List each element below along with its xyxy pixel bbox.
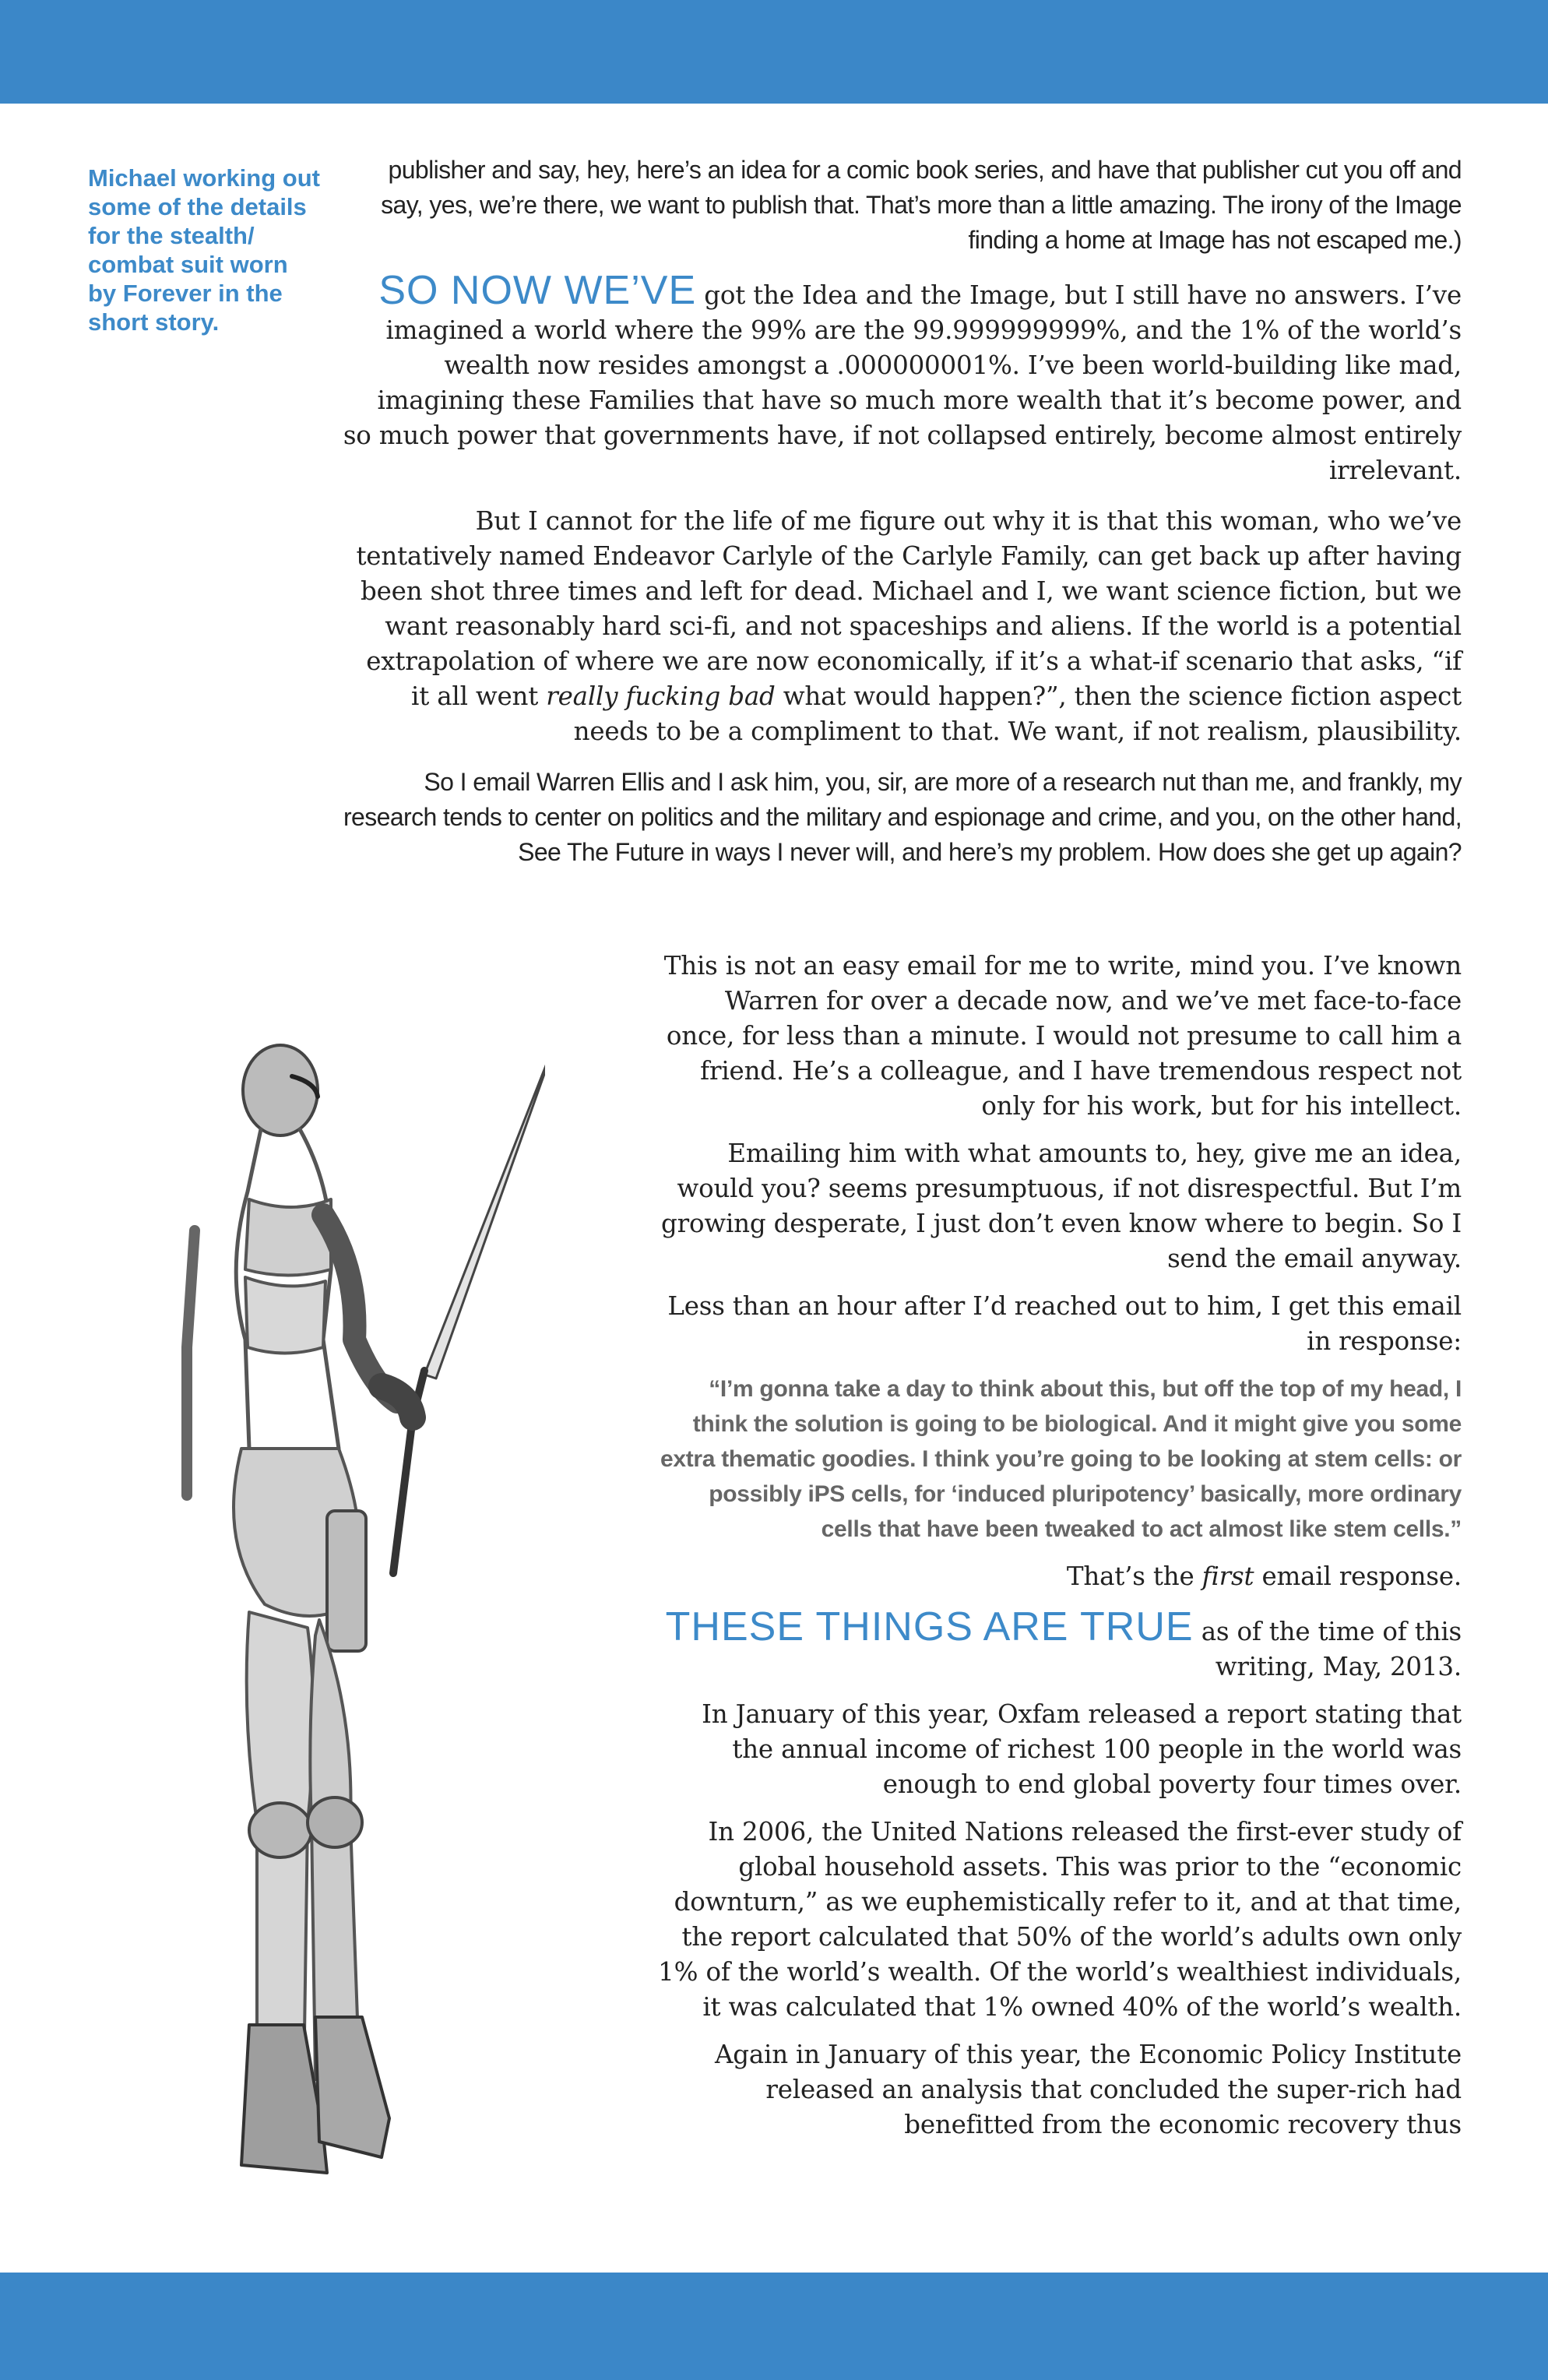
paragraph <box>654 1604 1462 1685</box>
paragraph-text: But I cannot for the life of me figure out why it is that this woman, who we’ve tentatively named Endeavor Carlyle of the Carlyle Family, can get back up after having been shot three times and left for dead. Michael and I, we want science fiction, but we want reasonably hard sci-fi, and not spaceships and aliens. If the world is a potential extrapolation of where we are now economically, if it’s a what-if scenario that asks, “if it all went <box>356 506 1462 711</box>
paragraph: This is not an easy email for me to write, mind you. I’ve known Warren for over a decade now, and we’ve met face-to-face once, for less than a minute. I would not presume to call him a friend. He’s a colleague, and I have tremendous respect not only for his work, but for his intellect. <box>663 951 1462 1121</box>
section-lead-heading: THESE THINGS ARE TRUE <box>665 1604 1194 1649</box>
paragraph <box>654 1559 1462 1594</box>
paragraph: So I email Warren Ellis and I ask him, you, sir, are more of a research nut than me, and frankly, my research tends to center on politics and the military and espionage and crime, and you, on the other hand, See The Future in ways I never will, and here’s my problem. How does she get up again? <box>343 768 1462 866</box>
bottom-color-band <box>0 2273 1548 2380</box>
paragraph: In 2006, the United Nations released the first-ever study of global household assets. This was prior to the “economic downturn,” as we euphemistically refer to it, and at that time, the report calculated that 50% of the world’s adults own only 1% of the world’s wealth. Of the world’s wealthiest individuals, it was calculated that 1% owned 40% of the world’s wealth. <box>658 1817 1462 2022</box>
emphasis: first <box>1201 1561 1254 1591</box>
sketch-woman-with-sword-icon <box>156 1012 545 2212</box>
paragraph-text: email response. <box>1254 1561 1462 1591</box>
figure-caption: Michael working out some of the details for the stealth/ combat suit worn by Forever in the short story. <box>88 164 320 336</box>
paragraph: publisher and say, hey, here’s an idea for a comic book series, and have that publisher cut you off and say, yes, we’re there, we want to publish that. That’s more than a little amazing. The irony of the Image finding a home at Image has not escaped me.) <box>381 156 1462 254</box>
paragraph-text: what would happen?”, then the science fiction aspect needs to be a compliment to that. We want, if not realism, plausibility. <box>573 681 1462 746</box>
top-color-band <box>0 0 1548 104</box>
emphasis: really fucking bad <box>546 681 776 711</box>
paragraph-text: That’s the <box>1066 1561 1202 1591</box>
article-column-upper <box>343 153 1462 885</box>
section-lead-heading: SO NOW WE’VE <box>378 268 697 313</box>
email-quote: “I’m gonna take a day to think about this, but off the top of my head, I think the solution is going to be biological. And it might give you some extra thematic goodies. I think you’re going to be looking at stem cells: or possibly iPS cells, for ‘induced pluripotency’ basically, more ordinary cells that have been tweaked to act almost like stem cells.” <box>660 1376 1462 1542</box>
paragraph <box>343 268 1462 488</box>
paragraph: Less than an hour after I’d reached out to him, I get this email in response: <box>667 1291 1462 1356</box>
paragraph-text: as of the time of this writing, May, 2013. <box>1193 1617 1462 1681</box>
paragraph: Emailing him with what amounts to, hey, give me an idea, would you? seems presumptuous, if not disrespectful. But I’m growing desperate, I just don’t even know where to begin. So I send the email anyway. <box>661 1139 1462 1273</box>
paragraph: In January of this year, Oxfam released a report stating that the annual income of richest 100 people in the world was enough to end global poverty four times over. <box>702 1699 1462 1799</box>
paragraph-text: got the Idea and the Image, but I still have no answers. I’ve imagined a world where the 99% are the 99.999999999%, and the 1% of the world’s wealth now resides amongst a .000000001%. I’ve been world-building like mad, imagining these Families that have so much more wealth that it’s become power, and so much power that governments have, if not collapsed entirely, become almost entirely irrelevant. <box>343 280 1462 485</box>
article-column-lower <box>654 949 1462 2155</box>
paragraph <box>343 504 1462 749</box>
paragraph: Again in January of this year, the Economic Policy Institute released an analysis that concluded the super-rich had benefitted from the economic recovery thus <box>714 2040 1462 2139</box>
